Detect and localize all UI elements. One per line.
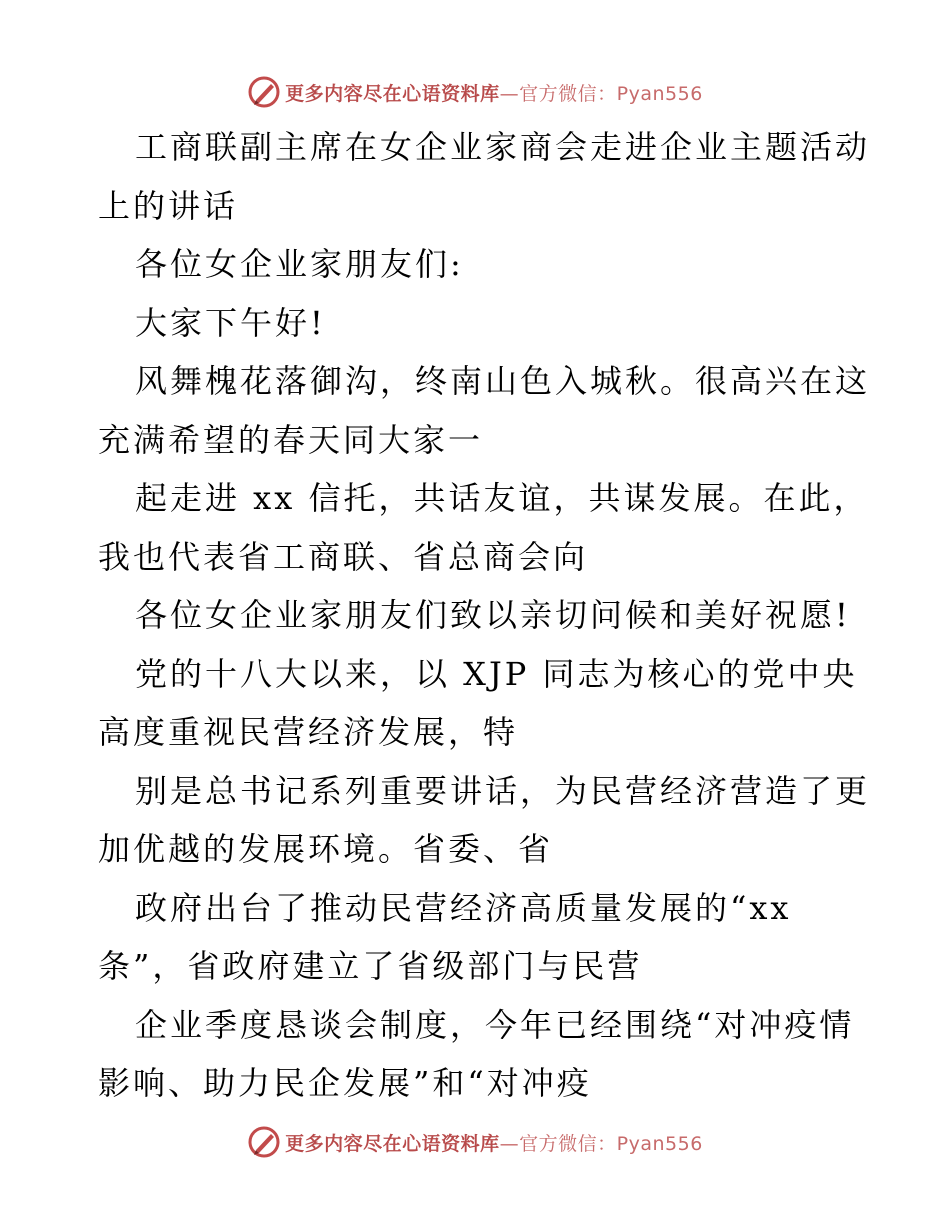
text-line: 工商联副主席在女企业家商会走进企业主题活动	[135, 128, 871, 166]
text-line: 充满希望的春天同大家一	[98, 420, 484, 459]
text-line: 别是总书记系列重要讲话，为民营经济营造了更	[135, 771, 871, 810]
watermark-text	[285, 79, 703, 106]
text-line: 风舞槐花落御沟，终南山色入城秋。很高兴在这	[135, 362, 871, 400]
text-line: 我也代表省工商联、省总商会向	[98, 537, 589, 576]
text-line: 上的讲话	[98, 186, 239, 225]
text-line: 加优越的发展环境。省委、省	[98, 830, 554, 868]
watermark-bold-text: 更多内容尽在心语资料库	[285, 1132, 500, 1155]
text-line: 各位女企业家朋友们:	[135, 245, 464, 283]
watermark-text	[285, 1129, 703, 1156]
text-line: 影响、助力民企发展”和“对冲疫	[98, 1064, 592, 1102]
text-line: 政府出台了推动民营经济高质量发展的“xx	[135, 888, 792, 927]
pen-logo-icon	[247, 75, 281, 109]
footer-watermark	[0, 1122, 950, 1162]
header-watermark	[0, 72, 950, 112]
pen-logo-icon	[247, 1125, 281, 1159]
text-line: 大家下午好!	[135, 303, 326, 342]
text-line: 高度重视民营经济发展，特	[98, 713, 519, 751]
watermark-rest-text: —官方微信：Pyan556	[499, 82, 703, 105]
text-line: 条”，省政府建立了省级部门与民营	[98, 947, 643, 985]
document-body	[98, 118, 871, 1113]
watermark-bold-text: 更多内容尽在心语资料库	[285, 82, 500, 105]
text-line: 企业季度恳谈会制度，今年已经围绕“对冲疫情	[135, 1005, 855, 1044]
text-line: 各位女企业家朋友们致以亲切问候和美好祝愿!	[135, 596, 851, 634]
watermark-rest-text: —官方微信：Pyan556	[499, 1132, 703, 1155]
text-line: 党的十八大以来，以 XJP 同志为核心的党中央	[135, 654, 858, 693]
text-line: 起走进 xx 信托，共话友谊，共谋发展。在此，	[135, 479, 869, 517]
